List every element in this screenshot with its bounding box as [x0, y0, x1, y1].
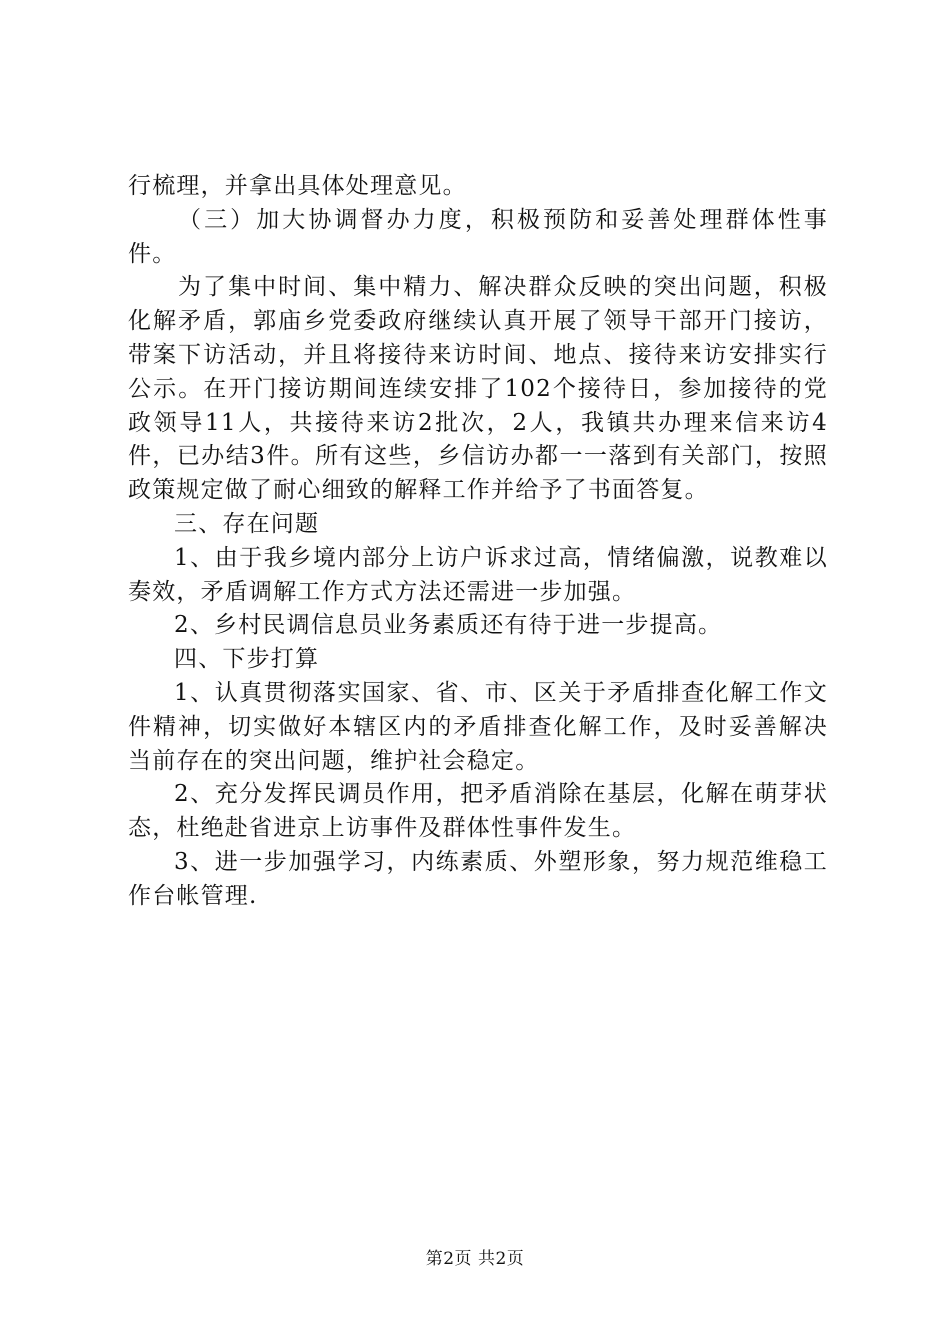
page-footer: 第2页 共2页	[425, 1249, 525, 1269]
paragraph-problem-2: 2、乡村民调信息员业务素质还有待于进一步提高。	[174, 612, 723, 639]
paragraph-problem-1: 1、由于我乡境内部分上访户诉求过高，情绪偏激，说教难以奏效，矛盾调解工作方式方法还需进一步加强。	[128, 544, 828, 605]
paragraph-plan-3: 3、进一步加强学习，内练素质、外塑形象，努力规范维稳工作台帐管理.	[128, 848, 828, 909]
paragraph-plan-2: 2、充分发挥民调员作用，把矛盾消除在基层，化解在萌芽状态，杜绝赴省进京上访事件及群体性事件发生。	[128, 781, 828, 842]
heading-next-steps: 四、下步打算	[174, 646, 320, 673]
heading-existing-problems: 三、存在问题	[174, 510, 320, 537]
paragraph-section-3-heading: （三）加大协调督办力度，积极预防和妥善处理群体性事件。	[128, 206, 828, 267]
paragraph-reception-details: 为了集中时间、集中精力、解决群众反映的突出问题，积极化解矛盾，郭庙乡党委政府继续认真开展了领导干部开门接访，带案下访活动，并且将接待来访时间、地点、接待来访安排实行公示。在开门接访期间连续安排了102个接待日，参加接待的党政领导11人，共接待来访2批次，2人，我镇共办理来信来访4件，已办结3件。所有这些，乡信访办都一一落到有关部门，按照政策规定做了耐心细致的解释工作并给予了书面答复。	[128, 274, 828, 504]
paragraph-continuation: 行梳理，并拿出具体处理意见。	[128, 173, 467, 199]
document-body	[128, 170, 828, 914]
paragraph-plan-1: 1、认真贯彻落实国家、省、市、区关于矛盾排查化解工作文件精神，切实做好本辖区内的矛盾排查化解工作，及时妥善解决当前存在的突出问题，维护社会稳定。	[128, 679, 828, 774]
